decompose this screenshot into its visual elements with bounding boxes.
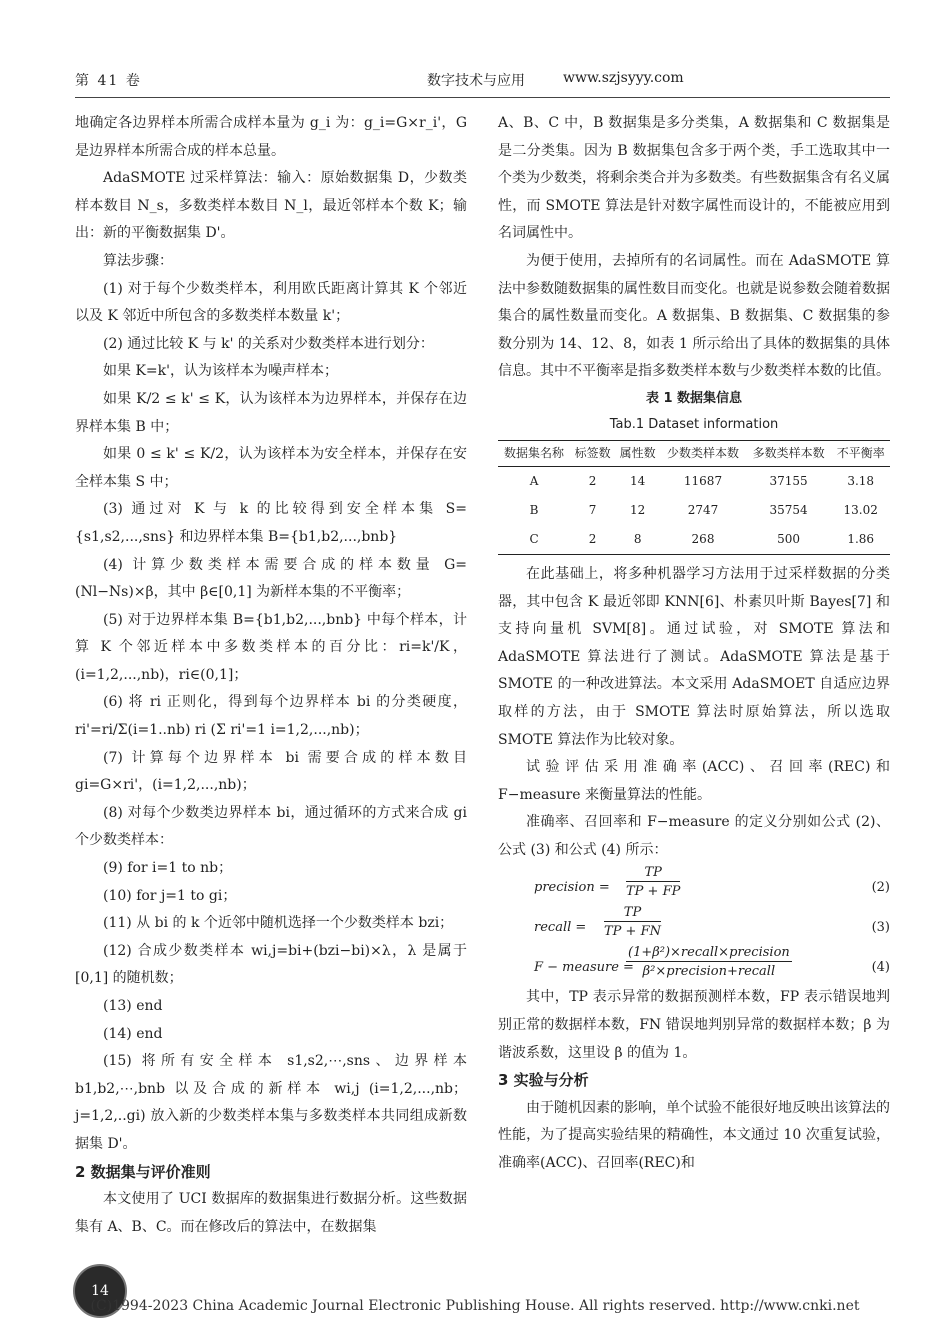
algo-step: (3) 通过对 K 与 k 的比较得到安全样本集 S={s1,s2,...,sns} 和边界样本集 B={b1,b2,...,bnb} [75,501,467,545]
algo-step: (14) end [103,1025,163,1042]
algo-step: (6) 将 ri 正则化，得到每个边界样本 bi 的分类硬度，ri'=ri/Σ(i=1..nb) ri (Σ ri'=1 i=1,2,...,nb)； [75,694,467,739]
equation-fraction [604,904,661,941]
table-cell: 13.02 [843,502,878,517]
journal-name: 数字技术与应用 [427,73,525,89]
table-cell: 2 [588,473,597,488]
paragraph: AdaSMOTE 过采样算法：输入：原始数据集 D，少数类样本数目 N_s，多数类样本数目 N_l，最近邻样本个数 K；输出：新的平衡数据集 D'。 [75,170,467,242]
algo-step: 如果 K=k'，认为该样本为噪声样本； [103,363,338,380]
equation-number: (2) [871,880,890,896]
algo-step: (13) end [103,998,163,1014]
column-header: 属性数 [615,440,660,466]
algo-step: (15) 将所有安全样本 s1,s2,⋯,sns、边界样本 b1,b2,⋯,bnb 以及合成的新样本 wi,j (i=1,2,...,nb；j=1,2,..gi) 放入新的少数类样本集与多数类样本共同组成新数据集 D'。 [75,1053,467,1152]
equation-fraction [626,944,792,981]
equation-fraction [626,864,680,901]
algo-step: (7) 计算每个边界样本 bi 需要合成的样本数目 gi=G×ri'，(i=1,2,...,nb)； [75,749,467,794]
table-cell: 35754 [769,502,808,517]
paragraph: 其中，TP 表示异常的数据预测样本数，FP 表示错误地判别正常的数据样本数，FN 错误地判别异常的数据样本数；β 为谐波系数，这里设 β 的值为 1。 [498,989,890,1061]
header-rule [75,97,890,98]
algo-step: (8) 对每个少数类边界样本 bi，通过循环的方式来合成 gi 个少数类样本： [75,804,467,849]
paragraph: 准确率、召回率和 F−measure 的定义分别如公式 (2)、公式 (3) 和公式 (4) 所示： [498,814,890,858]
numerator: TP [604,904,661,922]
paragraph: 在此基础上，将多种机器学习方法用于过采样数据的分类器，其中包含 K 最近邻即 KNN[6]、朴素贝叶斯 Bayes[7] 和支持向量机 SVM[8]。通过试验，对 SMOTE 算法和 AdaSMOTE 算法进行了测试。AdaSMOTE 算法是基于 SMOTE 的一种改进算法。本文采用 AdaSMOET 自适应边界取样的方法，由于 SMOTE 算法时原始算法，所以选取 SMOTE 算法作为比较对象。 [498,565,890,748]
table-row [498,525,890,555]
table-cell: A [529,473,539,488]
paragraph: 算法步骤： [103,252,173,269]
algo-step: (2) 通过比较 K 与 k' 的关系对少数类样本进行划分： [103,335,434,352]
denominator: TP + FN [604,924,661,940]
column-header: 少数类样本数 [660,440,746,466]
algo-step: (1) 对于每个少数类样本，利用欧氏距离计算其 K 个邻近以及 K 邻近中所包含的多数类样本数量 k'； [75,280,467,325]
copyright-footer: (C)1994-2023 China Academic Journal Electronic Publishing House. All rights reserved. http://www.cnki.net [90,1298,860,1314]
page-number: 14 [91,1283,109,1299]
equation-recall [498,904,890,944]
paragraph: 由于随机因素的影响，单个试验不能很好地反映出该算法的性能，为了提高实验结果的精确性，本文通过 10 次重复试验，准确率(ACC)、召回率(REC)和 [498,1099,890,1172]
table-cell: 7 [588,502,597,517]
section-2-heading: 2 数据集与评价准则 [75,1162,211,1181]
table-cell: 500 [746,525,832,555]
algo-step: (5) 对于边界样本集 B={b1,b2,...,bnb} 中每个样本，计算 K 个邻近样本中多数类样本的百分比：ri=k'/K，(i=1,2,...,nb)，ri∈(0,1]； [75,611,467,683]
table-row [498,466,890,496]
running-header [75,70,890,92]
algo-step: (12) 合成少数类样本 wi,j=bi+(bzi−bi)×λ，λ 是属于 [0,1] 的随机数； [75,942,467,987]
equation-lhs: F − measure = [534,960,634,976]
paragraph: 本文使用了 UCI 数据库的数据集进行数据分析。这些数据集有 A、B、C。而在修改后的算法中，在数据集 [75,1191,467,1235]
equation-lhs: recall = [534,920,587,936]
algo-step: (4) 计算少数类样本需要合成的样本数量 G=(Nl−Ns)×β，其中 β∈[0,1] 为新样本集的不平衡率； [75,556,467,601]
table-cell: 268 [660,525,746,555]
paragraph: 地确定各边界样本所需合成样本量为 g_i 为：g_i=G×r_i'，G 是边界样本所需合成的样本总量。 [75,115,467,159]
numerator: TP [626,864,680,882]
algo-step: 如果 0 ≤ k' ≤ K/2，认为该样本为安全样本，并保存在安全样本集 S 中； [75,446,467,490]
dataset-table [498,440,890,555]
table-cell: C [498,525,570,555]
algo-step: (9) for i=1 to nb； [103,860,233,877]
table-cell: 2 [570,525,615,555]
column-header: 多数类样本数 [746,440,832,466]
equation-precision [498,864,890,904]
table-cell: 12 [630,502,646,517]
column-header: 标签数 [570,440,615,466]
journal-url[interactable]: www.szjsyyy.com [563,70,684,86]
table-cell: 8 [615,525,660,555]
table-caption-cn: 表 1 数据集信息 [645,390,743,406]
column-header: 数据集名称 [498,440,570,466]
paragraph: 为便于使用，去掉所有的名词属性。而在 AdaSMOTE 算法中参数随数据集的属性数目而变化。也就是说参数会随着数据集合的属性数量而变化。A 数据集、B 数据集、C 数据集的参数分别为 14、12、8，如表 1 所示给出了具体的数据集的具体信息。其中不平衡率是指多数类样本数与少数类样本数的比值。 [498,252,890,380]
equation-lhs: precision = [534,880,610,896]
equation-number: (3) [871,920,890,936]
section-3-heading: 3 实验与分析 [498,1071,589,1090]
paragraph: A、B、C 中，B 数据集是多分类集，A 数据集和 C 数据集是是二分类集。因为 B 数据集包含多于两个类，手工选取其中一个类为少数类，将剩余类合并为多数类。有些数据集含有名义属性，而 SMOTE 算法是针对数字属性而设计的，不能被应用到名词属性中。 [498,115,890,242]
numerator: (1+β²)×recall×precision [628,945,790,961]
table-row [498,496,890,525]
algo-step: 如果 K/2 ≤ k' ≤ K，认为该样本为边界样本，并保存在边界样本集 B 中； [75,390,467,435]
column-header: 不平衡率 [831,440,890,466]
table-cell: 2747 [687,502,719,517]
equation-number: (4) [871,960,890,976]
table-cell: 11687 [683,473,723,488]
table-cell: 3.18 [847,473,875,488]
table-header-row [498,440,890,466]
left-column [75,110,467,1241]
algo-step: (10) for j=1 to gi； [103,887,237,904]
table-cell: 1.86 [831,525,890,555]
table-caption-en: Tab.1 Dataset information [609,416,779,432]
table-cell: B [529,502,539,517]
denominator: TP + FP [626,884,681,900]
equation-f-measure [498,944,890,984]
denominator: β²×precision+recall [642,964,776,980]
algo-step: (11) 从 bi 的 k 个近邻中随机选择一个少数类样本 bzi； [103,915,454,932]
paragraph: 试验评估采用准确率(ACC)、召回率(REC)和 F−measure 来衡量算法的性能。 [498,759,890,803]
right-column [498,110,890,1178]
table-cell: 37155 [769,473,808,488]
table-cell: 14 [630,473,646,488]
volume-label: 第 41 卷 [75,73,142,89]
